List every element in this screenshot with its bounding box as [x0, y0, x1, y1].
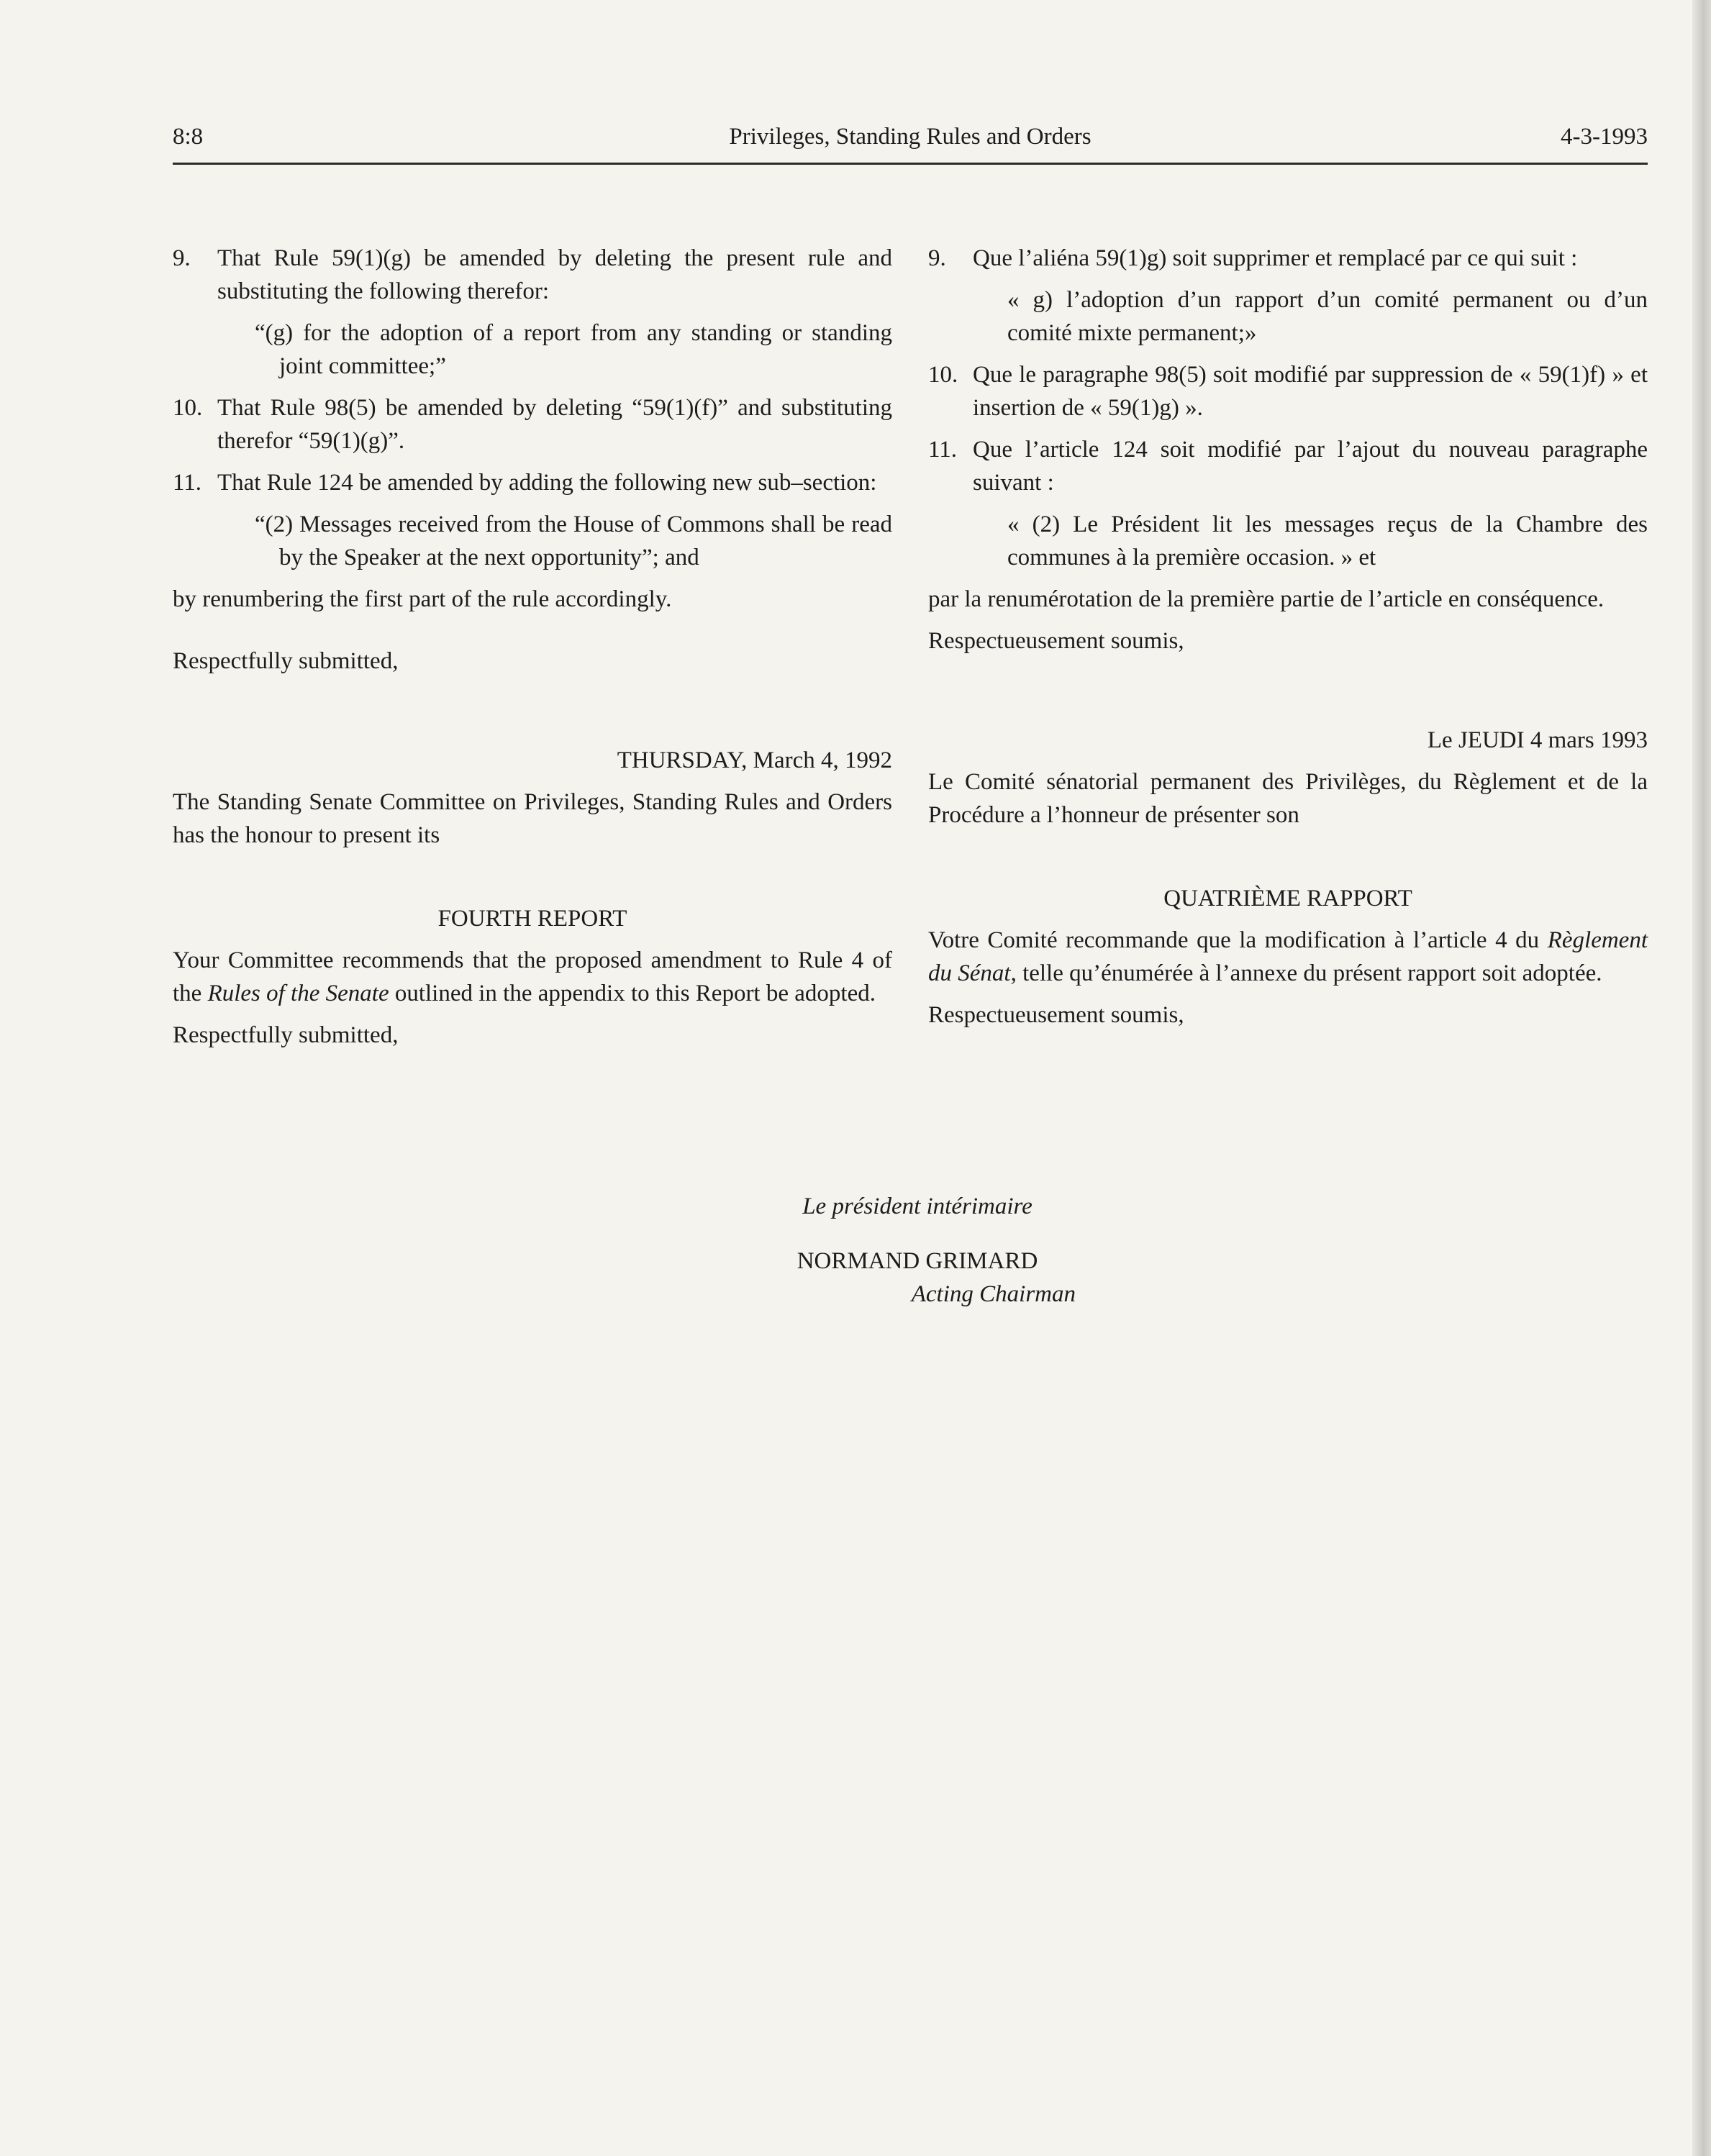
amendment-item: [173, 466, 892, 499]
running-header: [173, 124, 1648, 161]
item-text: That Rule 59(1)(g) be amended by deleting the present rule and substituting the following therefor:: [217, 245, 892, 304]
amendment-item: [928, 358, 1648, 424]
item-number: 9.: [173, 245, 191, 271]
header-rule: [173, 163, 1648, 165]
date-line: Le JEUDI 4 mars 1993: [1427, 727, 1648, 753]
amendment-item: [928, 242, 1648, 275]
header-date: 4-3-1993: [1561, 124, 1648, 150]
amendment-quote: « (2) Le Président lit les messages reçus de la Chambre des communes à la première occasion. » et: [1007, 511, 1648, 570]
respectfully-submitted: Respectueusement soumis,: [928, 628, 1184, 654]
recommendation-paragraph: Votre Comité recommande que la modification à l’article 4 du Règlement du Sénat, telle qu’énumérée à l’annexe du présent rapport soit adoptée.: [928, 927, 1648, 986]
report-title: QUATRIÈME RAPPORT: [1163, 886, 1412, 911]
date-line: THURSDAY, March 4, 1992: [617, 747, 892, 773]
item-number: 10.: [173, 395, 203, 421]
page-spine-shadow: [1692, 0, 1711, 2156]
signature-title-en: Acting Chairman: [911, 1281, 1076, 1307]
amendment-item: [928, 433, 1648, 499]
respectfully-submitted: Respectueusement soumis,: [928, 1002, 1184, 1028]
amendment-quote: « g) l’adoption d’un rapport d’un comité permanent ou d’un comité mixte permanent;»: [1007, 287, 1648, 346]
signature-name: NORMAND GRIMARD: [796, 1248, 1038, 1274]
item-text: That Rule 98(5) be amended by deleting “59(1)(f)” and substituting therefor “59(1)(g)”.: [217, 395, 892, 454]
intro-paragraph: The Standing Senate Committee on Privileges, Standing Rules and Orders has the honour to present its: [173, 789, 892, 848]
renumber-clause: par la renumérotation de la première partie de l’article en conséquence.: [928, 586, 1605, 612]
respectfully-submitted: Respectfully submitted,: [173, 1022, 399, 1048]
item-text: Que l’aliéna 59(1)g) soit supprimer et remplacé par ce qui suit :: [973, 245, 1578, 271]
english-column: [173, 242, 892, 1060]
item-text: Que le paragraphe 98(5) soit modifié par suppression de « 59(1)f) » et insertion de « 59(1)g) ».: [973, 362, 1648, 421]
report-title: FOURTH REPORT: [437, 906, 627, 932]
item-number: 9.: [928, 245, 946, 271]
renumber-clause: by renumbering the first part of the rule accordingly.: [173, 586, 672, 612]
amendment-item: [173, 242, 892, 308]
item-text: Que l’article 124 soit modifié par l’ajout du nouveau paragraphe suivant :: [973, 437, 1648, 496]
item-number: 11.: [173, 470, 202, 496]
page-number: 8:8: [173, 124, 204, 150]
recommendation-paragraph: Your Committee recommends that the proposed amendment to Rule 4 of the Rules of the Senate outlined in the appendix to this Report be adopted.: [173, 947, 892, 1006]
signature-block: [773, 1190, 1076, 1311]
item-text: That Rule 124 be amended by adding the following new sub–section:: [217, 470, 877, 496]
item-number: 10.: [928, 362, 958, 388]
amendment-item: [173, 391, 892, 458]
intro-paragraph: Le Comité sénatorial permanent des Privilèges, du Règlement et de la Procédure a l’honneur de présenter son: [928, 769, 1648, 828]
header-title: Privileges, Standing Rules and Orders: [729, 124, 1092, 150]
amendment-quote: “(2) Messages received from the House of Commons shall be read by the Speaker at the next opportunity”; and: [255, 511, 892, 570]
signature-title-fr: Le président intérimaire: [802, 1193, 1032, 1219]
item-number: 11.: [928, 437, 958, 463]
french-column: [928, 242, 1648, 1040]
respectfully-submitted: Respectfully submitted,: [173, 648, 399, 674]
amendment-quote: “(g) for the adoption of a report from any standing or standing joint committee;”: [255, 320, 892, 379]
